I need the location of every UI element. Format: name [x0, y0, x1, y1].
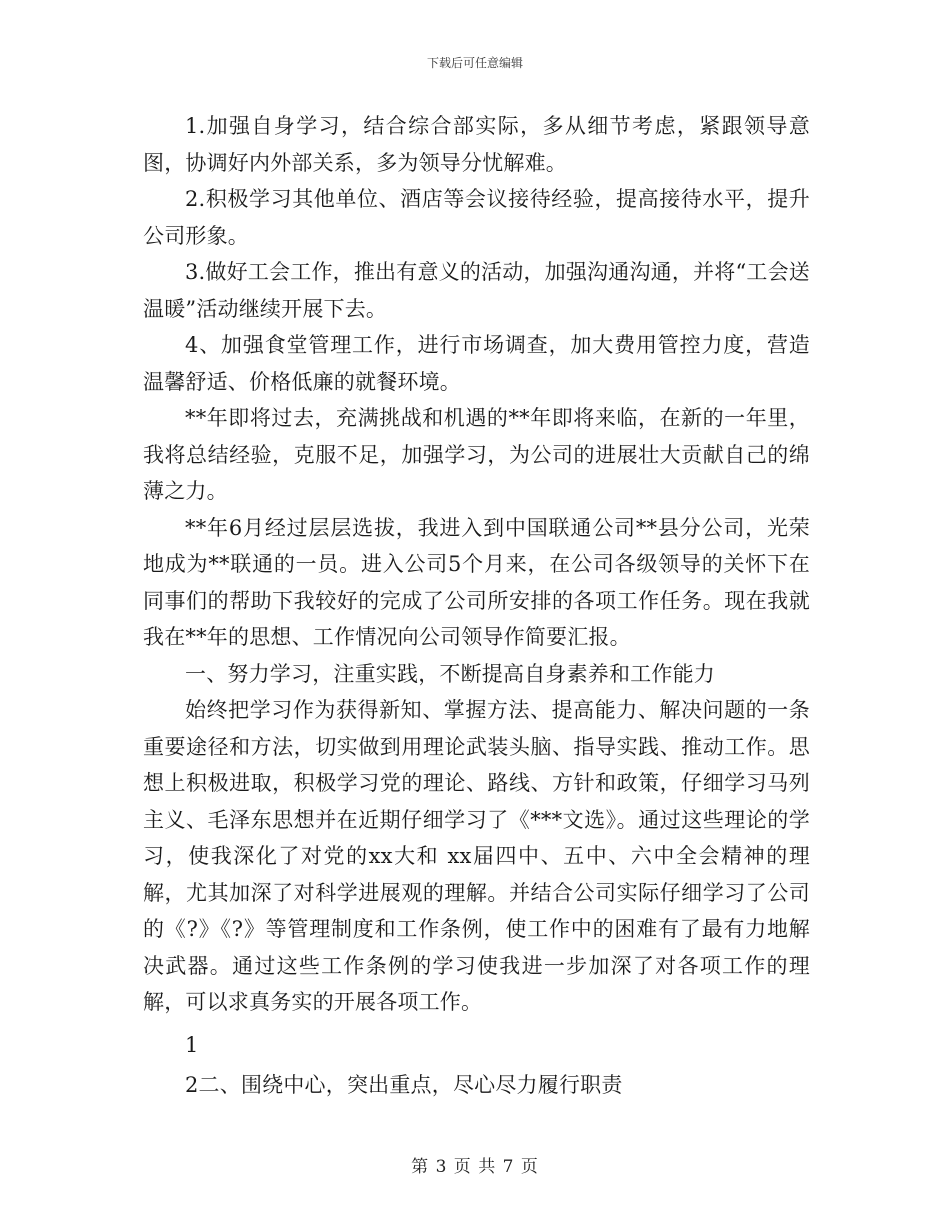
paragraph-3: 3.做好工会工作，推出有意义的活动，加强沟通沟通，并将“工会送温暖”活动继续开展下去。 [143, 260, 810, 321]
page-footer: 第 3 页 共 7 页 [411, 1157, 539, 1177]
section-heading-1: 一、努力学习，注重实践，不断提高自身素养和工作能力 [185, 661, 715, 686]
paragraph-2: 2.积极学习其他单位、酒店等会议接待经验，提高接待水平，提升公司形象。 [143, 187, 810, 248]
paragraph-number: 1 [185, 1032, 199, 1057]
document-body [143, 108, 810, 1104]
paragraph-5: **年即将过去，充满挑战和机遇的**年即将来临，在新的一年里，我将总结经验，克服不足，加强学习，为公司的进展壮大贡献自己的绵薄之力。 [143, 406, 810, 503]
paragraph-6: **年6月经过层层选拔，我进入到中国联通公司**县分公司，光荣地成为**联通的一员。进入公司5个月来，在公司各级领导的关怀下在同事们的帮助下我较好的完成了公司所安排的各项工作任务。现在我就我在**年的思想、工作情况向公司领导作简要汇报。 [143, 515, 810, 649]
paragraph-7: 始终把学习作为获得新知、掌握方法、提高能力、解决问题的一条重要途径和方法，切实做到用理论武装头脑、指导实践、推动工作。思想上积极进取，积极学习党的理论、路线、方针和政策，仔细学习马列主义、毛泽东思想并在近期仔细学习了《***文选》。通过这些理论的学习，使我深化了对党的xx大和 xx届四中、五中、六中全会精神的理解，尤其加深了对科学进展观的理解。并结合公司实际仔细学习了公司的《?》《?》等管理制度和工作条例，使工作中的困难有了最有力地解决武器。通过这些工作条例的学习使我进一步加深了对各项工作的理解，可以求真务实的开展各项工作。 [143, 698, 810, 1014]
paragraph-1: 1.加强自身学习，结合综合部实际，多从细节考虑，紧跟领导意图，协调好内外部关系，多为领导分忧解难。 [143, 114, 810, 175]
section-heading-2: 2二、围绕中心，突出重点，尽心尽力履行职责 [185, 1073, 623, 1097]
page-header: 下载后可任意编辑 [426, 56, 523, 70]
paragraph-4: 4、加强食堂管理工作，进行市场调查，加大费用管控力度，营造温馨舒适、价格低廉的就餐环境。 [143, 333, 810, 394]
